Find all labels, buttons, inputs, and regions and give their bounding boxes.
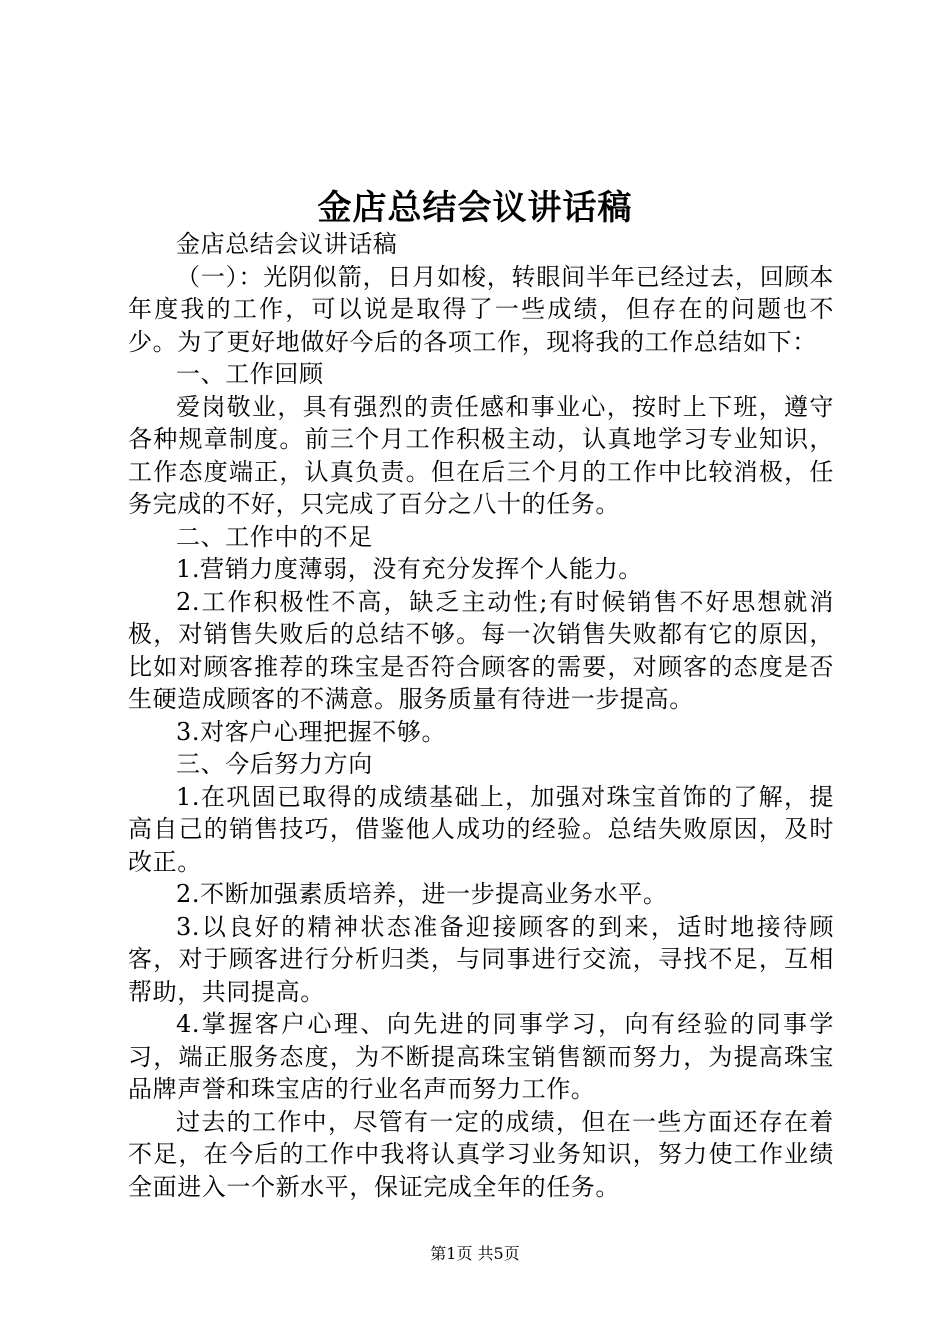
list-item-shortcoming-3: 3.对客户心理把握不够。: [176, 717, 447, 746]
paragraph-subtitle: 金店总结会议讲话稿: [176, 230, 398, 258]
list-item-shortcoming-2: 2.工作积极性不高，缺乏主动性;有时候销售不好思想就消极，对销售失败后的总结不够。每一次销售失败都有它的原因，比如对顾客推荐的珠宝是否符合顾客的需要，对顾客的态度是否生硬造成顾客的不满意。服务质量有待进一步提高。: [128, 587, 834, 713]
paragraph-conclusion: 过去的工作中，尽管有一定的成绩，但在一些方面还存在着不足，在今后的工作中我将认真学习业务知识，努力使工作业绩全面进入一个新水平，保证完成全年的任务。: [128, 1107, 834, 1201]
paragraph-review: 爱岗敬业，具有强烈的责任感和事业心，按时上下班，遵守各种规章制度。前三个月工作积极主动，认真地学习专业知识，工作态度端正，认真负责。但在后三个月的工作中比较消极，任务完成的不好，只完成了百分之八十的任务。: [128, 392, 834, 518]
paragraph-intro: （一）：光阴似箭，日月如梭，转眼间半年已经过去，回顾本年度我的工作，可以说是取得了一些成绩，但存在的问题也不少。为了更好地做好今后的各项工作，现将我的工作总结如下：: [128, 262, 834, 356]
list-item-direction-2: 2.不断加强素质培养，进一步提高业务水平。: [176, 880, 668, 908]
section-heading-direction: 三、今后努力方向: [176, 750, 373, 778]
page-footer: 第1页 共5页: [430, 1244, 520, 1263]
list-item-shortcoming-1: 1.营销力度薄弱，没有充分发挥个人能力。: [176, 555, 643, 583]
document-title: 金店总结会议讲话稿: [317, 188, 633, 228]
section-heading-shortcomings: 二、工作中的不足: [176, 522, 373, 551]
section-heading-review: 一、工作回顾: [176, 360, 324, 388]
list-item-direction-1: 1.在巩固已取得的成绩基础上，加强对珠宝首饰的了解，提高自己的销售技巧，借鉴他人成功的经验。总结失败原因，及时改正。: [128, 782, 834, 876]
document-body: [128, 228, 834, 1203]
list-item-direction-4: 4.掌握客户心理、向先进的同事学习，向有经验的同事学习，端正服务态度，为不断提高珠宝销售额而努力，为提高珠宝品牌声誉和珠宝店的行业名声而努力工作。: [128, 1010, 834, 1103]
list-item-direction-3: 3.以良好的精神状态准备迎接顾客的到来，适时地接待顾客，对于顾客进行分析归类，与同事进行交流，寻找不足，互相帮助，共同提高。: [128, 912, 834, 1006]
